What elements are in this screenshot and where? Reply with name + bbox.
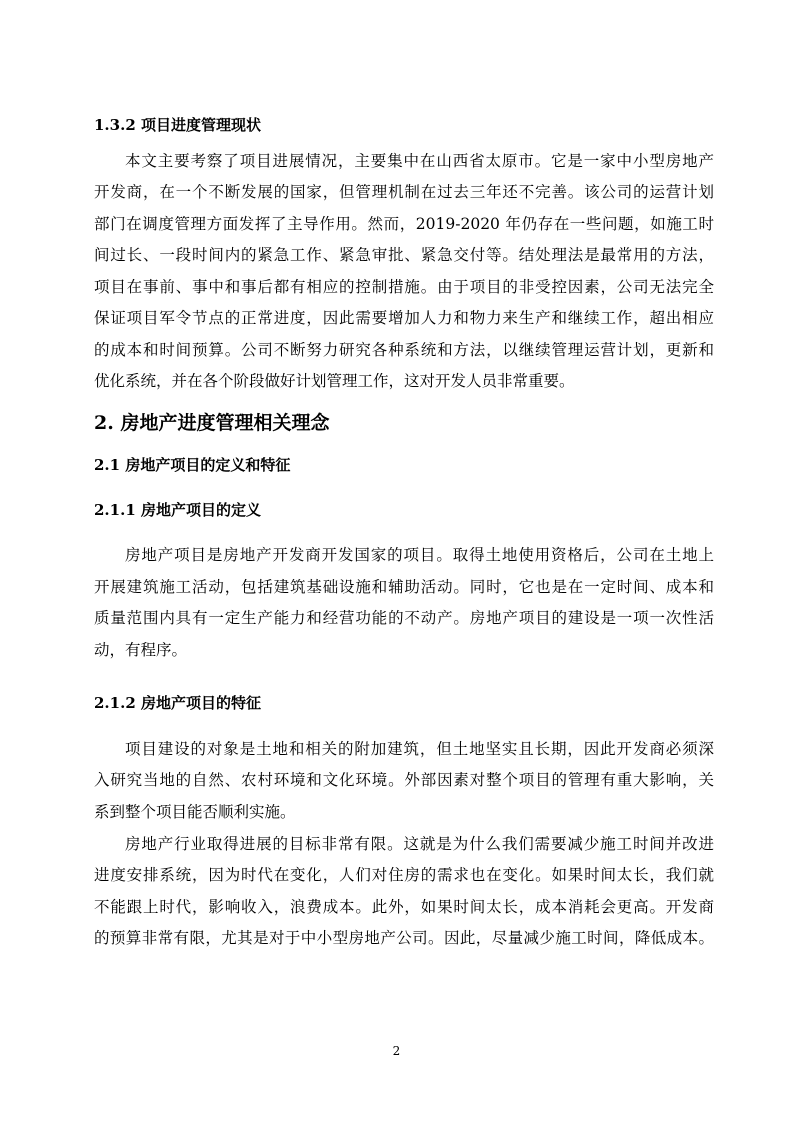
section-heading-2-1-1: 2.1.1 房地产项目的定义 xyxy=(94,501,261,519)
paragraph-line: 开发商，在一个不断发展的国家，但管理机制在过去三年还不完善。该公司的运营计划 xyxy=(94,183,714,201)
section-heading-2-1: 2.1 房地产项目的定义和特征 xyxy=(94,456,291,474)
section-heading-2-1-2: 2.1.2 房地产项目的特征 xyxy=(94,694,261,712)
paragraph-line: 部门在调度管理方面发挥了主导作用。然而，2019-2020 年仍存在一些问题，如施工时 xyxy=(94,215,714,233)
paragraph-line: 系到整个项目能否顺利实施。 xyxy=(94,803,296,821)
paragraph-line: 进度安排系统，因为时代在变化，人们对住房的需求也在变化。如果时间太长，我们就 xyxy=(94,866,714,884)
paragraph-line: 优化系统，并在各个阶段做好计划管理工作，这对开发人员非常重要。 xyxy=(94,372,575,390)
paragraph-line: 开展建筑施工活动，包括建筑基础设施和辅助活动。同时，它也是在一定时间、成本和 xyxy=(94,578,714,596)
paragraph-line: 房地产行业取得进展的目标非常有限。这就是为什么我们需要减少施工时间并改进 xyxy=(125,835,714,853)
paragraph-line: 保证项目军令节点的正常进度，因此需要增加人力和物力来生产和继续工作，超出相应 xyxy=(94,309,714,327)
paragraph-line: 间过长、一段时间内的紧急工作、紧急审批、紧急交付等。结处理法是最常用的方法， xyxy=(94,246,714,264)
page-number: 2 xyxy=(392,1044,401,1058)
paragraph-line: 质量范围内具有一定生产能力和经营功能的不动产。房地产项目的建设是一项一次性活 xyxy=(94,609,714,627)
chapter-heading-2: 2. 房地产进度管理相关理念 xyxy=(94,412,330,434)
paragraph-line: 房地产项目是房地产开发商开发国家的项目。取得土地使用资格后，公司在土地上 xyxy=(125,546,714,564)
paragraph-line: 的成本和时间预算。公司不断努力研究各种系统和方法，以继续管理运营计划，更新和 xyxy=(94,341,714,359)
paragraph-line: 本文主要考察了项目进展情况，主要集中在山西省太原市。它是一家中小型房地产 xyxy=(125,152,714,170)
paragraph-line: 的预算非常有限，尤其是对于中小型房地产公司。因此，尽量减少施工时间，降低成本。 xyxy=(94,929,714,947)
paragraph-line: 入研究当地的自然、农村环境和文化环境。外部因素对整个项目的管理有重大影响，关 xyxy=(94,771,714,789)
paragraph-line: 不能跟上时代，影响收入，浪费成本。此外，如果时间太长，成本消耗会更高。开发商 xyxy=(94,898,714,916)
paragraph-line: 项目建设的对象是土地和相关的附加建筑，但土地坚实且长期，因此开发商必须深 xyxy=(125,740,714,758)
section-heading-1-3-2: 1.3.2 项目进度管理现状 xyxy=(94,116,261,134)
paragraph-line: 项目在事前、事中和事后都有相应的控制措施。由于项目的非受控因素，公司无法完全 xyxy=(94,278,714,296)
paragraph-line: 动，有程序。 xyxy=(94,641,188,659)
